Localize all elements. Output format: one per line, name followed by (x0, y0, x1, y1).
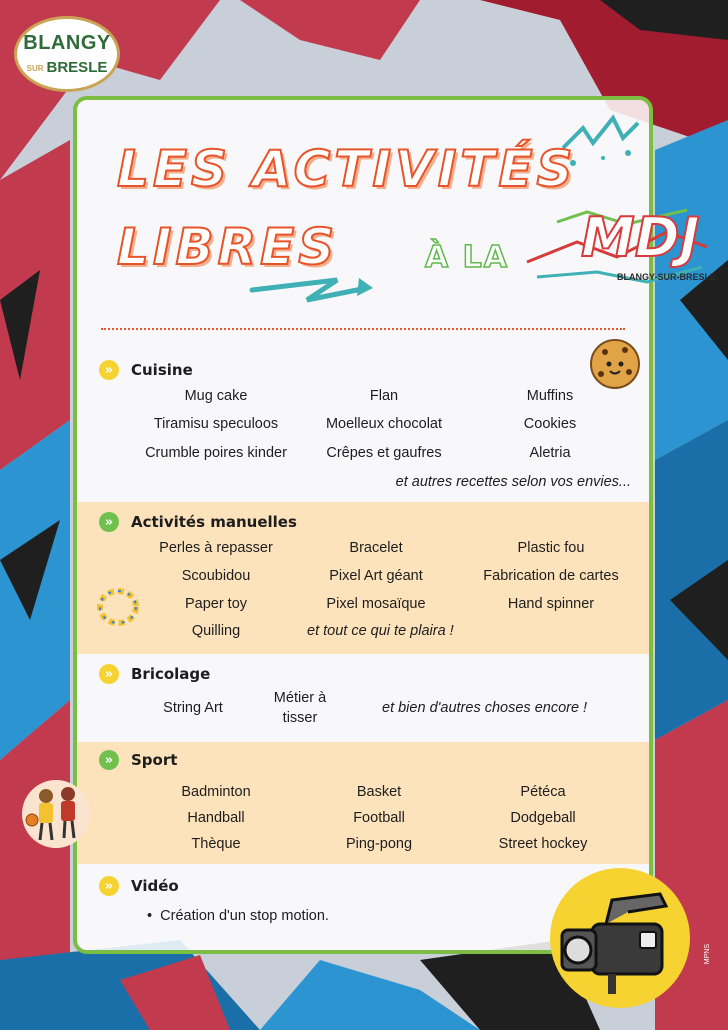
cuisine-item: Moelleux chocolat (325, 416, 443, 432)
manuelles-item: Perles à repasser (159, 540, 273, 556)
manuelles-item: Fabrication de cartes (483, 568, 619, 584)
manuelles-item: Quilling (191, 623, 241, 639)
activities-card (73, 96, 717, 954)
logo-bresle: BRESLE (46, 59, 108, 76)
title-line2: LIBRES (117, 218, 339, 276)
cuisine-title: Cuisine (131, 361, 193, 379)
title-a-la: À LA (425, 240, 509, 275)
basketball-players-icon (20, 776, 92, 852)
blangy-logo (14, 16, 120, 92)
sport-title: Sport (131, 751, 178, 769)
sport-item: Dodgeball (510, 810, 576, 826)
cuisine-note: et autres recettes selon vos envies... (395, 474, 631, 490)
manuelles-item: Hand spinner (507, 596, 595, 612)
manuelles-header (99, 512, 297, 532)
cuisine-item: Flan (369, 388, 399, 404)
bricolage-title: Bricolage (131, 665, 211, 683)
cookie-icon (585, 336, 645, 394)
cuisine-item: Crêpes et gaufres (326, 445, 442, 461)
manuelles-item: Pixel Art géant (329, 568, 423, 584)
sport-item: Pétéca (520, 784, 566, 800)
cuisine-item: Mug cake (184, 388, 248, 404)
sport-item: Basket (356, 784, 402, 800)
arrow-decoration (247, 270, 377, 310)
cuisine-item: Cookies (523, 416, 577, 432)
cuisine-item: Tiramisu speculoos (153, 416, 279, 432)
bricolage-item: String Art (163, 700, 223, 716)
sport-item: Handball (187, 810, 245, 826)
sport-item: Football (353, 810, 405, 826)
sport-item: Thèque (191, 836, 241, 852)
cuisine-item: Aletria (529, 445, 571, 461)
bracelet-icon (94, 584, 142, 630)
manuelles-title: Activités manuelles (131, 513, 297, 531)
video-title: Vidéo (131, 877, 179, 895)
logo-line2 (17, 59, 117, 76)
sport-item: Badminton (181, 784, 251, 800)
mdj-text: MDJ (581, 206, 700, 269)
video-item-text: Création d'un stop motion. (160, 908, 329, 924)
chevron-right-icon: » (99, 750, 119, 770)
sport-header (99, 750, 177, 770)
bricolage-item: Métier à tisser (273, 690, 327, 726)
section-manuelles (77, 502, 649, 654)
chevron-right-icon: » (99, 512, 119, 532)
title-divider (101, 328, 625, 330)
chevron-right-icon: » (99, 664, 119, 684)
section-sport (77, 742, 649, 864)
mdj-logo (517, 202, 717, 302)
bricolage-note: et bien d'autres choses encore ! (382, 700, 588, 716)
manuelles-item: Bracelet (349, 540, 403, 556)
manuelles-item: Paper toy (184, 596, 248, 612)
section-bricolage (77, 656, 649, 740)
manuelles-item: Pixel mosaïque (326, 596, 426, 612)
cuisine-header (99, 360, 193, 380)
chevron-right-icon: » (99, 360, 119, 380)
title-line1: LES ACTIVITÉS (117, 140, 577, 198)
video-camera-icon (548, 866, 692, 1010)
bricolage-header (99, 664, 210, 684)
video-list-item: • Création d'un stop motion. (147, 908, 329, 924)
sport-item: Ping-pong (345, 836, 413, 852)
chevron-right-icon: » (99, 876, 119, 896)
manuelles-note: et tout ce qui te plaira ! (307, 623, 454, 639)
manuelles-item: Plastic fou (517, 540, 585, 556)
mdj-subtitle: BLANGY-SUR-BRESLE (617, 272, 717, 282)
section-cuisine (77, 352, 649, 500)
logo-line1: BLANGY (23, 32, 111, 54)
sport-item: Street hockey (498, 836, 588, 852)
credit-text: MPNS (704, 944, 711, 965)
cuisine-item: Crumble poires kinder (145, 445, 287, 461)
cuisine-item: Muffins (526, 388, 574, 404)
manuelles-item: Scoubidou (181, 568, 251, 584)
video-header (99, 876, 179, 896)
logo-sur: SUR (26, 63, 44, 73)
